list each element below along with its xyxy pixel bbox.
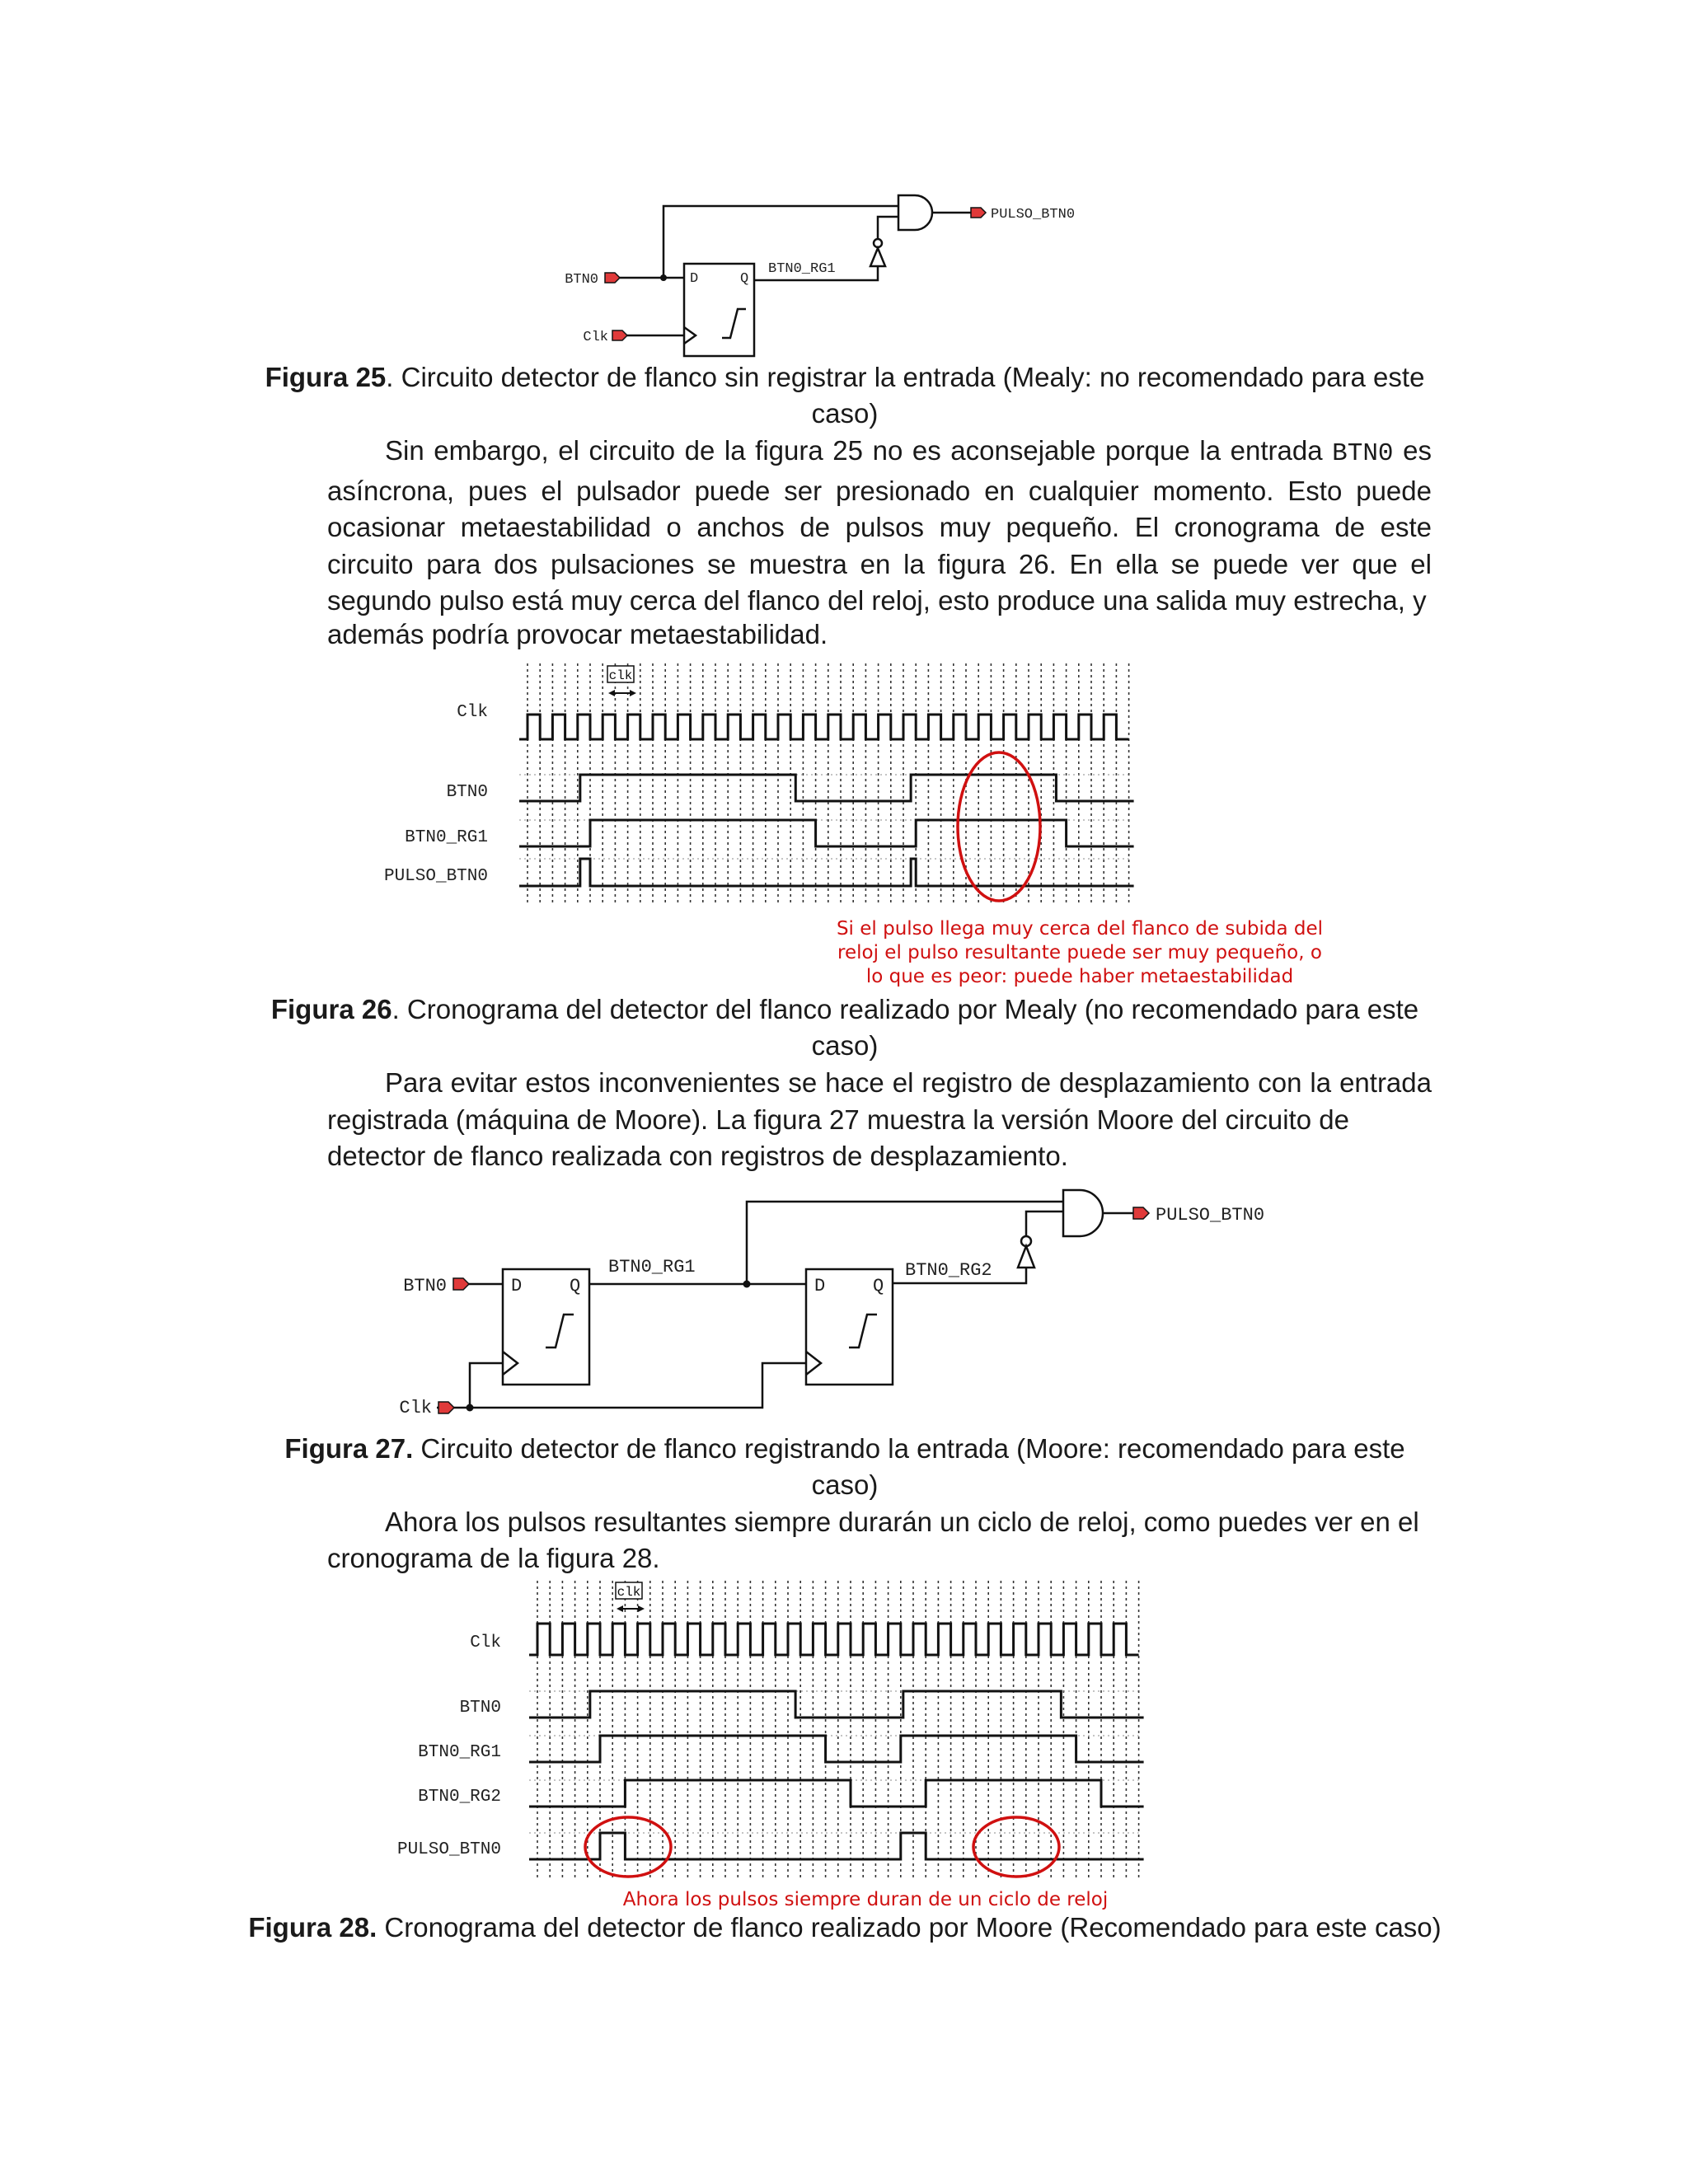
figure-26-note [808,917,1352,989]
fig28-btn0-label: BTN0 [459,1699,501,1718]
paragraph-3-last-line: cronograma de la figura 28. [327,1543,660,1573]
figure-27-number: Figura 27. [284,1433,414,1464]
figure-26-note-line-2: reloj el pulso resultante puede ser muy pequeño, o [837,942,1322,963]
figure-27-caption [198,1431,1492,1503]
fig27-clk-junction-dot [467,1404,474,1412]
fig27-btn0-port-icon [453,1278,469,1290]
clk-port-icon [612,330,627,340]
figure-27-caption-text: Circuito detector de flanco registrando la entrada (Moore: recomendado para este [413,1433,1405,1464]
fig27-rg1-label: BTN0_RG1 [608,1257,696,1277]
figure-25-caption [198,359,1492,432]
fig28-rg1-label: BTN0_RG1 [418,1743,501,1762]
fig27-out-label: PULSO_BTN0 [1156,1205,1265,1226]
paragraph-1-mono: BTN0 [1332,439,1394,468]
figure-28-timing-diagram [363,1581,1311,1894]
fig26-btn0-label: BTN0 [446,783,488,802]
fig25-d-label: D [690,271,699,287]
fig27-rg2-label: BTN0_RG2 [905,1260,992,1281]
fig27-clk-label: Clk [399,1398,432,1418]
fig26-clk-label: Clk [457,703,488,722]
fig27-q1-label: Q [570,1276,581,1296]
figure-26-caption-cont: caso) [811,1030,879,1061]
fig28-clk-period-marker [616,1582,645,1612]
paragraph-2-last-line: detector de flanco realizada con registros de desplazamiento. [327,1141,1068,1171]
fig26-rg1-label: BTN0_RG1 [405,828,488,847]
figure-26-number: Figura 26 [270,994,392,1024]
fig27-pulso-port-icon [1133,1207,1149,1219]
pulso-port-icon [971,208,986,218]
figure-26-note-line-1: Si el pulso llega muy cerca del flanco de subida del [836,918,1324,940]
paragraph-1 [327,433,1432,620]
fig25-rg1-label: BTN0_RG1 [768,261,836,277]
figure-26-note-line-3: lo que es peor: puede haber metaestabilidad [865,966,1294,987]
paragraph-1-text-b: es asíncrona, pues el pulsador puede ser presionado en cualquier momento. Esto puede ocasionar metaestabilidad o anchos de pulsos muy pequeño. El cronograma de este circuito para dos pulsaciones se muestra en la figura 26. En ella se puede ver que el segundo pulso está muy cerca del flanco del reloj, esto produce una salida muy estrecha, y [327,435,1432,616]
fig28-rg2-label: BTN0_RG2 [418,1788,501,1807]
fig25-clk-label: Clk [583,330,608,345]
clk-waveform [519,715,1129,739]
clk-waveform [529,1624,1139,1655]
fig25-out-label: PULSO_BTN0 [991,207,1076,223]
fig25-btn0-label: BTN0 [565,272,598,288]
figure-27-circuit [387,1179,1335,1426]
fig28-clk-marker-text: clk [617,1585,641,1600]
figure-25-caption-cont: caso) [811,398,879,429]
figure-26-caption [198,991,1492,1064]
fig26-pulso-label: PULSO_BTN0 [383,867,488,886]
fig26-clk-marker-text: clk [608,668,633,683]
figure-26-caption-text: . Cronograma del detector del flanco realizado por Mealy (no recomendado para este [392,994,1419,1024]
junction-dot [660,274,667,281]
figure-25-number: Figura 25 [265,362,387,392]
fig28-clk-label: Clk [470,1633,501,1652]
figure-27-caption-cont: caso) [811,1469,879,1500]
figure-25-caption-text: . Circuito detector de flanco sin registrar la entrada (Mealy: no recomendado para este [386,362,1425,392]
figure-28-number: Figura 28. [248,1912,377,1943]
fig26-clk-period-marker [607,666,636,696]
fig28-highlight-ellipse-2 [973,1817,1059,1877]
fig27-btn0-label: BTN0 [403,1276,447,1296]
paragraph-2: Para evitar estos inconvenientes se hace el registro de desplazamiento con la entrada registrada (máquina de Moore). La figura 27 muestra la versión Moore del circuito de [327,1067,1432,1135]
paragraph-1-text-a: Sin embargo, el circuito de la figura 25 no es aconsejable porque la entrada [385,435,1333,466]
fig27-q2-label: Q [873,1276,884,1296]
fig28-highlight-ellipse-1 [585,1817,671,1877]
paragraph-1-last-line: además podría provocar metaestabilidad. [327,619,828,649]
fig27-junction-dot [743,1281,751,1288]
paragraph-3: Ahora los pulsos resultantes siempre durarán un ciclo de reloj, como puedes ver en el [385,1507,1419,1537]
btn0-port-icon [605,273,620,283]
fig28-pulso-label: PULSO_BTN0 [396,1840,501,1859]
fig27-d1-label: D [511,1276,523,1296]
figure-28-caption [198,1910,1492,1946]
figure-28-note: Ahora los pulsos siempre duran de un ciclo de reloj [622,1889,1109,1910]
figure-25-circuit [565,177,1104,359]
fig27-d2-label: D [814,1276,826,1296]
figure-28-caption-text: Cronograma del detector de flanco realizado por Moore (Recomendado para este caso) [377,1912,1442,1943]
figure-26-timing-diagram [363,663,1311,902]
fig27-clk-port-icon [438,1402,454,1413]
fig25-q-label: Q [740,271,749,287]
